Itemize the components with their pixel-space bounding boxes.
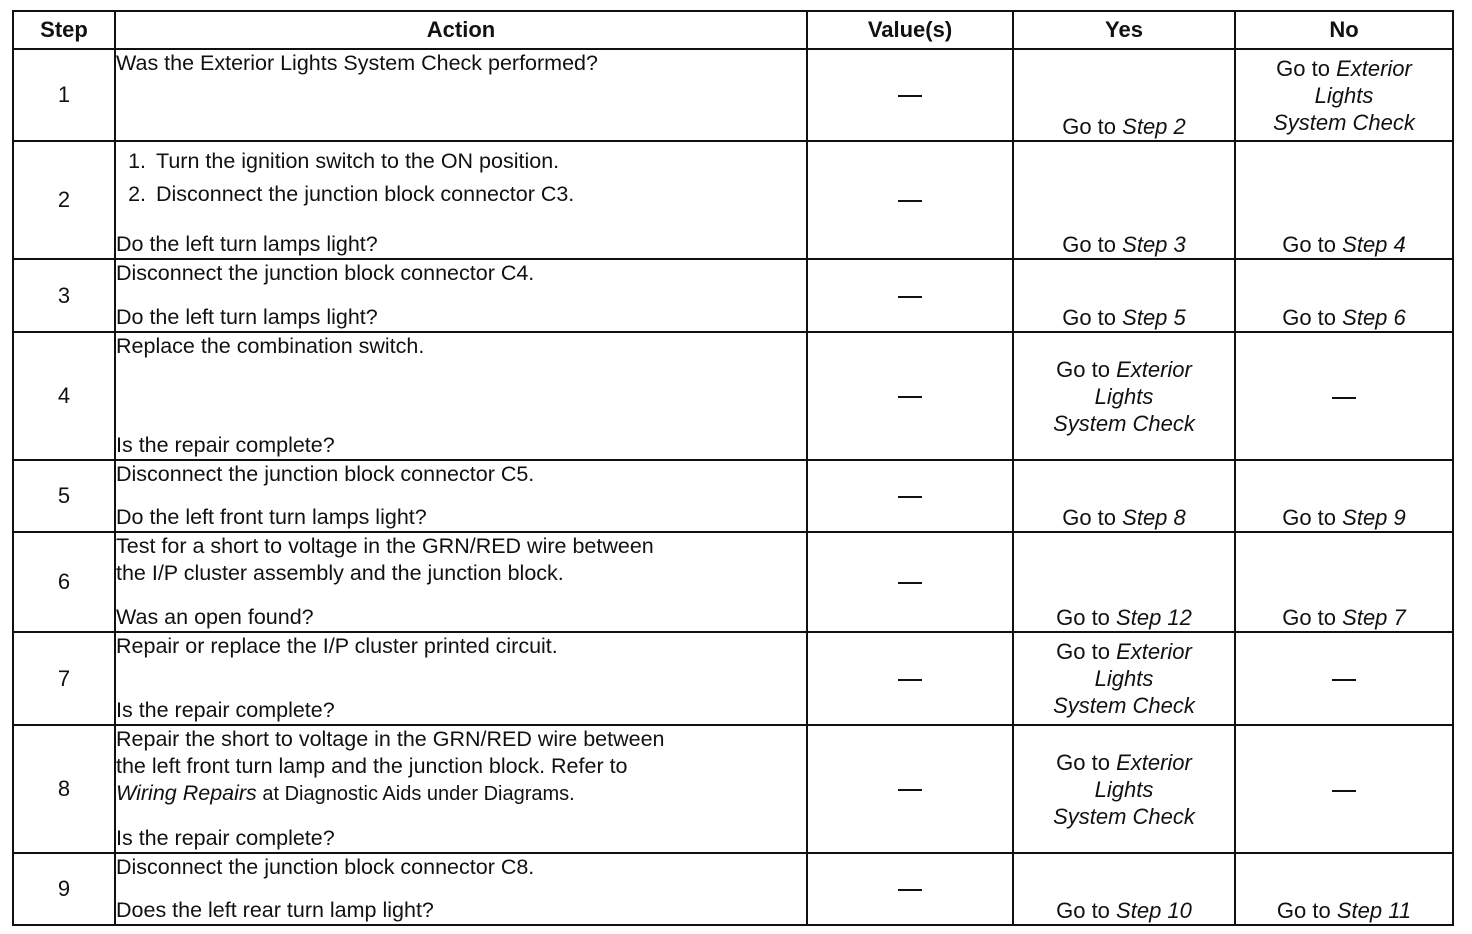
no-cell [1235,332,1453,460]
action-cell [115,259,807,332]
goto-target: Step 3 [1122,232,1186,257]
yes-cell [1013,259,1235,332]
action-text: Test for a short to voltage in the GRN/RED wire between [116,534,654,558]
action-question: Is the repair complete? [116,826,335,850]
dash-mark [898,200,922,202]
action-content [116,461,806,531]
goto-prefix: Go to [1056,639,1110,664]
goto-target: Lights [1094,666,1154,691]
goto-prefix: Go to [1282,232,1337,257]
goto-target: Lights [1094,383,1154,409]
dash-mark [898,296,922,298]
yes-cell [1013,632,1235,725]
header-step: Step [13,11,115,49]
action-content [116,726,806,852]
step-number: 2 [13,141,115,259]
goto-target: Step 6 [1342,305,1406,330]
action-instructions [116,142,806,214]
step-number: 5 [13,460,115,532]
yes-cell [1013,49,1235,141]
goto-target: System Check [1273,109,1415,135]
step-number: 3 [13,259,115,332]
goto-target: Step 11 [1336,898,1412,923]
action-instructions [116,854,806,881]
dash-mark [898,396,922,398]
table-row [13,725,1453,853]
no-cell [1235,853,1453,925]
goto-target: Lights [1314,82,1374,108]
step-number: 9 [13,853,115,925]
action-cell [115,632,807,725]
yes-cell [1013,460,1235,532]
goto-prefix: Go to [1276,898,1331,923]
goto-prefix: Go to [1056,356,1110,382]
action-cell [115,141,807,259]
goto-line [1014,356,1234,383]
yes-cell [1013,332,1235,460]
goto-target: Exterior [1116,749,1192,775]
step-number: 8 [13,725,115,853]
action-text: Repair the short to voltage in the GRN/RED wire between [116,727,665,751]
value-cell [807,853,1013,925]
no-cell [1235,532,1453,632]
table-row [13,332,1453,460]
goto-target: Step 5 [1122,305,1186,330]
goto-prefix: Go to [1062,305,1117,330]
goto-target: Step 2 [1122,114,1186,139]
reference-text: at Diagnostic Aids under Diagrams. [256,783,575,805]
goto-target: Exterior [1116,639,1192,664]
action-cell [115,532,807,632]
no-cell [1235,725,1453,853]
step-number: 1 [13,49,115,141]
goto-target: Step 7 [1342,605,1406,630]
action-text: Was the Exterior Lights System Check performed? [116,51,598,75]
dash-mark [898,95,922,97]
table-row [13,259,1453,332]
table-row [13,141,1453,259]
goto-prefix: Go to [1062,232,1117,257]
dash-mark [1332,790,1356,792]
goto-prefix: Go to [1056,898,1110,923]
action-cell [115,332,807,460]
header-action: Action [115,11,807,49]
value-cell [807,632,1013,725]
no-cell [1235,49,1453,141]
dash-mark [898,582,922,584]
action-content [116,50,806,140]
goto-line [1014,749,1234,776]
goto-prefix: Go to [1282,505,1337,530]
action-content [116,142,806,258]
value-cell [807,49,1013,141]
value-cell [807,532,1013,632]
goto-prefix: Go to [1056,749,1110,775]
action-instructions [116,633,806,660]
goto-line [1236,55,1452,82]
action-content [116,633,806,724]
action-content [116,333,806,459]
no-cell [1235,632,1453,725]
action-question: Do the left front turn lamps light? [116,505,427,529]
value-cell [807,259,1013,332]
no-cell [1235,141,1453,259]
table-row [13,460,1453,532]
numbered-list [116,148,806,208]
no-cell [1235,259,1453,332]
header-yes: Yes [1013,11,1235,49]
action-instructions [116,260,806,287]
goto-target: Lights [1094,776,1154,802]
action-text: Disconnect the junction block connector C5. [116,462,535,486]
action-instructions [116,533,806,587]
step-number: 6 [13,532,115,632]
goto-line [1014,638,1234,665]
action-instructions [116,333,806,360]
header-values: Value(s) [807,11,1013,49]
value-cell [807,141,1013,259]
dash-mark [898,679,922,681]
action-text: Replace the combination switch. [116,334,425,358]
action-cell [115,49,807,141]
action-question: Does the left rear turn lamp light? [116,898,434,922]
action-question: Do the left turn lamps light? [116,232,378,256]
action-text: the left front turn lamp and the junction block. Refer to [116,754,628,778]
action-content [116,260,806,331]
dash-mark [898,889,922,891]
action-instructions [116,726,806,808]
no-cell [1235,460,1453,532]
action-instructions [116,50,806,77]
goto-target: System Check [1053,693,1195,718]
action-question: Do the left turn lamps light? [116,305,378,329]
goto-prefix: Go to [1062,505,1117,530]
diagnostic-table [12,10,1454,926]
numbered-item: 1. Turn the ignition switch to the ON position. [152,148,806,175]
goto-target: Step 8 [1122,505,1186,530]
table-row [13,632,1453,725]
goto-prefix: Go to [1056,605,1110,630]
step-number: 7 [13,632,115,725]
action-text: Repair or replace the I/P cluster printed circuit. [116,634,558,658]
dash-mark [1332,679,1356,681]
header-no: No [1235,11,1453,49]
value-cell [807,332,1013,460]
table-row [13,49,1453,141]
goto-prefix: Go to [1276,55,1330,81]
dash-mark [1332,397,1356,399]
goto-target: Step 9 [1342,505,1406,530]
yes-cell [1013,532,1235,632]
action-text: Disconnect the junction block connector C4. [116,261,535,285]
dash-mark [898,496,922,498]
goto-target: Step 10 [1116,898,1192,923]
action-content [116,533,806,631]
step-number: 4 [13,332,115,460]
action-content [116,854,806,924]
yes-cell [1013,141,1235,259]
goto-prefix: Go to [1062,114,1117,139]
action-cell [115,460,807,532]
header-row [13,11,1453,49]
action-text: the I/P cluster assembly and the junction block. [116,561,564,585]
reference-title: Wiring Repairs [116,781,257,805]
value-cell [807,460,1013,532]
action-cell [115,853,807,925]
yes-cell [1013,725,1235,853]
goto-target: System Check [1053,410,1195,436]
action-reference [116,780,806,808]
action-text: Disconnect the junction block connector C8. [116,855,535,879]
table-row [13,853,1453,925]
action-cell [115,725,807,853]
goto-target: System Check [1053,803,1195,829]
goto-target: Exterior [1116,356,1192,382]
goto-target: Step 12 [1116,605,1192,630]
value-cell [807,725,1013,853]
yes-cell [1013,853,1235,925]
goto-target: Exterior [1336,55,1412,81]
dash-mark [898,789,922,791]
table-row [13,532,1453,632]
action-question: Is the repair complete? [116,433,335,457]
goto-prefix: Go to [1282,305,1337,330]
numbered-item: 2. Disconnect the junction block connector C3. [152,181,806,208]
table-body [13,49,1453,925]
action-question: Is the repair complete? [116,698,335,722]
action-question: Was an open found? [116,605,314,629]
goto-target: Step 4 [1342,232,1406,257]
goto-prefix: Go to [1282,605,1337,630]
action-instructions [116,461,806,488]
